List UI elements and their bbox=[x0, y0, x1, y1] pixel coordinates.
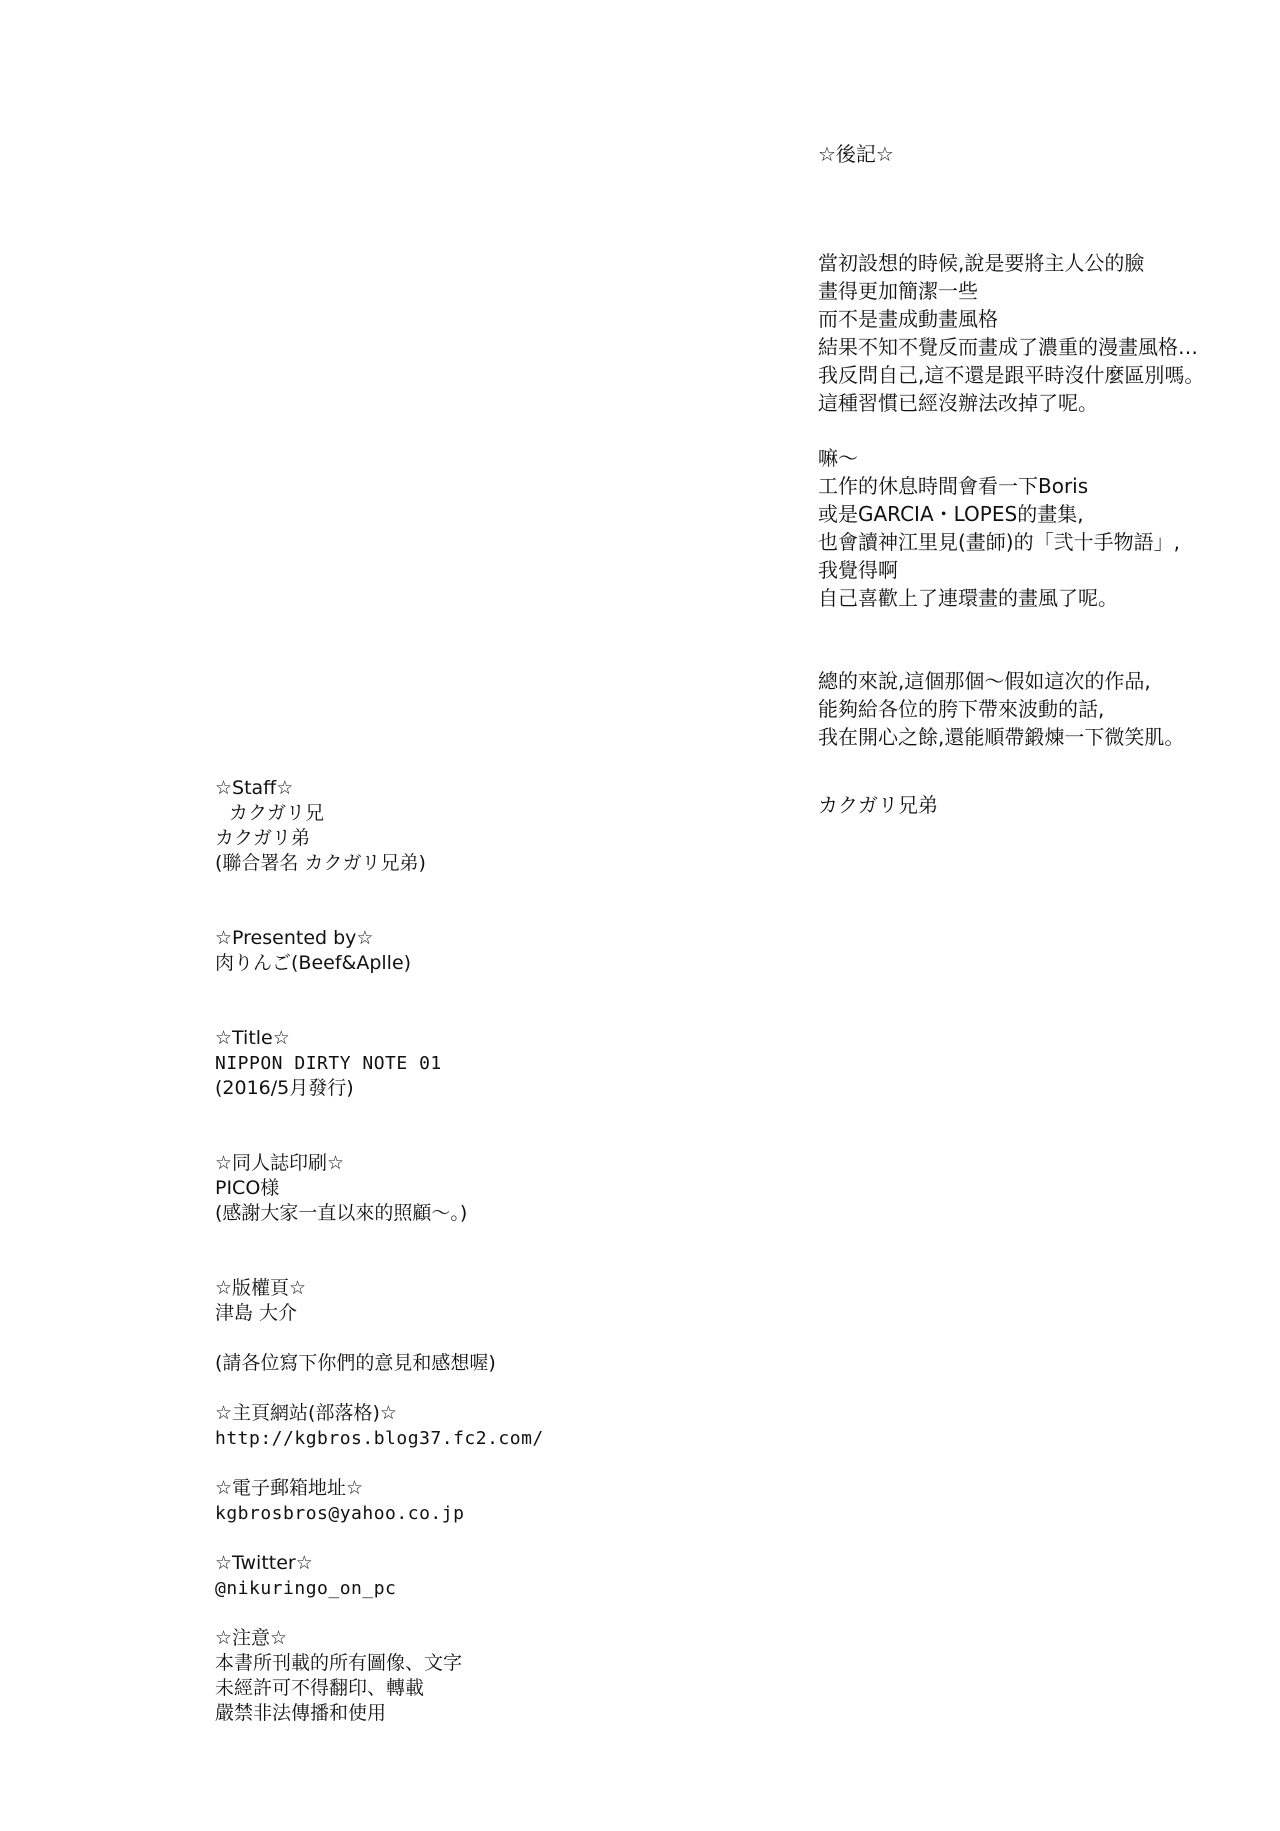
notice-heading: ☆注意☆ bbox=[215, 1627, 288, 1649]
afterword-line: 這種習慣已經沒辦法改掉了呢。 bbox=[818, 391, 1098, 415]
afterword-line: 我覺得啊 bbox=[818, 558, 898, 582]
notice-line: 嚴禁非法傳播和使用 bbox=[215, 1702, 387, 1724]
afterword-line: 結果不知不覺反而畫成了濃重的漫畫風格… bbox=[818, 335, 1198, 359]
afterword-line: 當初設想的時候,說是要將主人公的臉 bbox=[818, 251, 1145, 275]
afterword-section bbox=[818, 140, 1258, 819]
homepage-heading: ☆主頁網站(部落格)☆ bbox=[215, 1402, 397, 1424]
afterword-line: 工作的休息時間會看一下Boris bbox=[818, 474, 1089, 498]
title-heading: ☆Title☆ bbox=[215, 1027, 290, 1049]
afterword-line: 總的來說,這個那個～假如這次的作品, bbox=[818, 669, 1151, 693]
afterword-paragraph-3 bbox=[818, 667, 1258, 751]
afterword-line: 嘛～ bbox=[818, 446, 858, 470]
staff-line: カクガリ兄 bbox=[229, 802, 325, 824]
homepage-url: http://kgbros.blog37.fc2.com/ bbox=[215, 1428, 544, 1449]
twitter-handle: @nikuringo_on_pc bbox=[215, 1578, 397, 1599]
copyright-heading: ☆版權頁☆ bbox=[215, 1277, 307, 1299]
presented-block bbox=[215, 926, 735, 976]
printing-block bbox=[215, 1151, 735, 1226]
credits-section bbox=[215, 776, 735, 1751]
title-line: NIPPON DIRTY NOTE 01 bbox=[215, 1053, 442, 1074]
presented-line: 肉りんご(Beef&Aplle) bbox=[215, 952, 412, 974]
printing-heading: ☆同人誌印刷☆ bbox=[215, 1152, 345, 1174]
afterword-line: 我在開心之餘,還能順帶鍛煉一下微笑肌。 bbox=[818, 725, 1185, 749]
afterword-line: 自己喜歡上了連環畫的畫風了呢。 bbox=[818, 586, 1118, 610]
afterword-line: 而不是畫成動畫風格 bbox=[818, 307, 998, 331]
notice-block bbox=[215, 1626, 735, 1726]
staff-line: (聯合署名 カクガリ兄弟) bbox=[215, 852, 426, 874]
afterword-paragraph-2 bbox=[818, 444, 1258, 612]
twitter-block bbox=[215, 1551, 735, 1601]
title-block bbox=[215, 1026, 735, 1101]
copyright-line: 津島 大介 bbox=[215, 1302, 298, 1324]
email-address: kgbrosbros@yahoo.co.jp bbox=[215, 1503, 465, 1524]
afterword-heading: ☆後記☆ bbox=[818, 142, 894, 166]
twitter-heading: ☆Twitter☆ bbox=[215, 1552, 313, 1574]
homepage-block bbox=[215, 1401, 735, 1451]
email-block bbox=[215, 1476, 735, 1526]
staff-block bbox=[215, 776, 735, 876]
staff-line: カクガリ弟 bbox=[215, 827, 311, 849]
staff-heading: ☆Staff☆ bbox=[215, 777, 294, 799]
afterword-line: 我反問自己,這不還是跟平時沒什麼區別嗎。 bbox=[818, 363, 1205, 387]
printing-line: PICO様 bbox=[215, 1177, 280, 1199]
email-heading: ☆電子郵箱地址☆ bbox=[215, 1477, 364, 1499]
afterword-paragraph-1 bbox=[818, 249, 1258, 417]
presented-heading: ☆Presented by☆ bbox=[215, 927, 374, 949]
request-line: (請各位寫下你們的意見和感想喔) bbox=[215, 1352, 496, 1374]
notice-line: 本書所刊載的所有圖像、文字 bbox=[215, 1652, 463, 1674]
afterword-line: 畫得更加簡潔一些 bbox=[818, 279, 978, 303]
afterword-line: 也會讀神江里見(畫師)的「弐十手物語」, bbox=[818, 530, 1180, 554]
afterword-signature: カクガリ兄弟 bbox=[818, 793, 938, 817]
afterword-line: 能夠給各位的胯下帶來波動的話, bbox=[818, 697, 1105, 721]
request-block bbox=[215, 1351, 735, 1376]
title-line: (2016/5月發行) bbox=[215, 1077, 354, 1099]
notice-line: 未經許可不得翻印、轉載 bbox=[215, 1677, 425, 1699]
copyright-block bbox=[215, 1276, 735, 1326]
printing-line: (感謝大家一直以來的照顧～。) bbox=[215, 1202, 468, 1224]
afterword-line: 或是GARCIA・LOPES的畫集, bbox=[818, 502, 1084, 526]
